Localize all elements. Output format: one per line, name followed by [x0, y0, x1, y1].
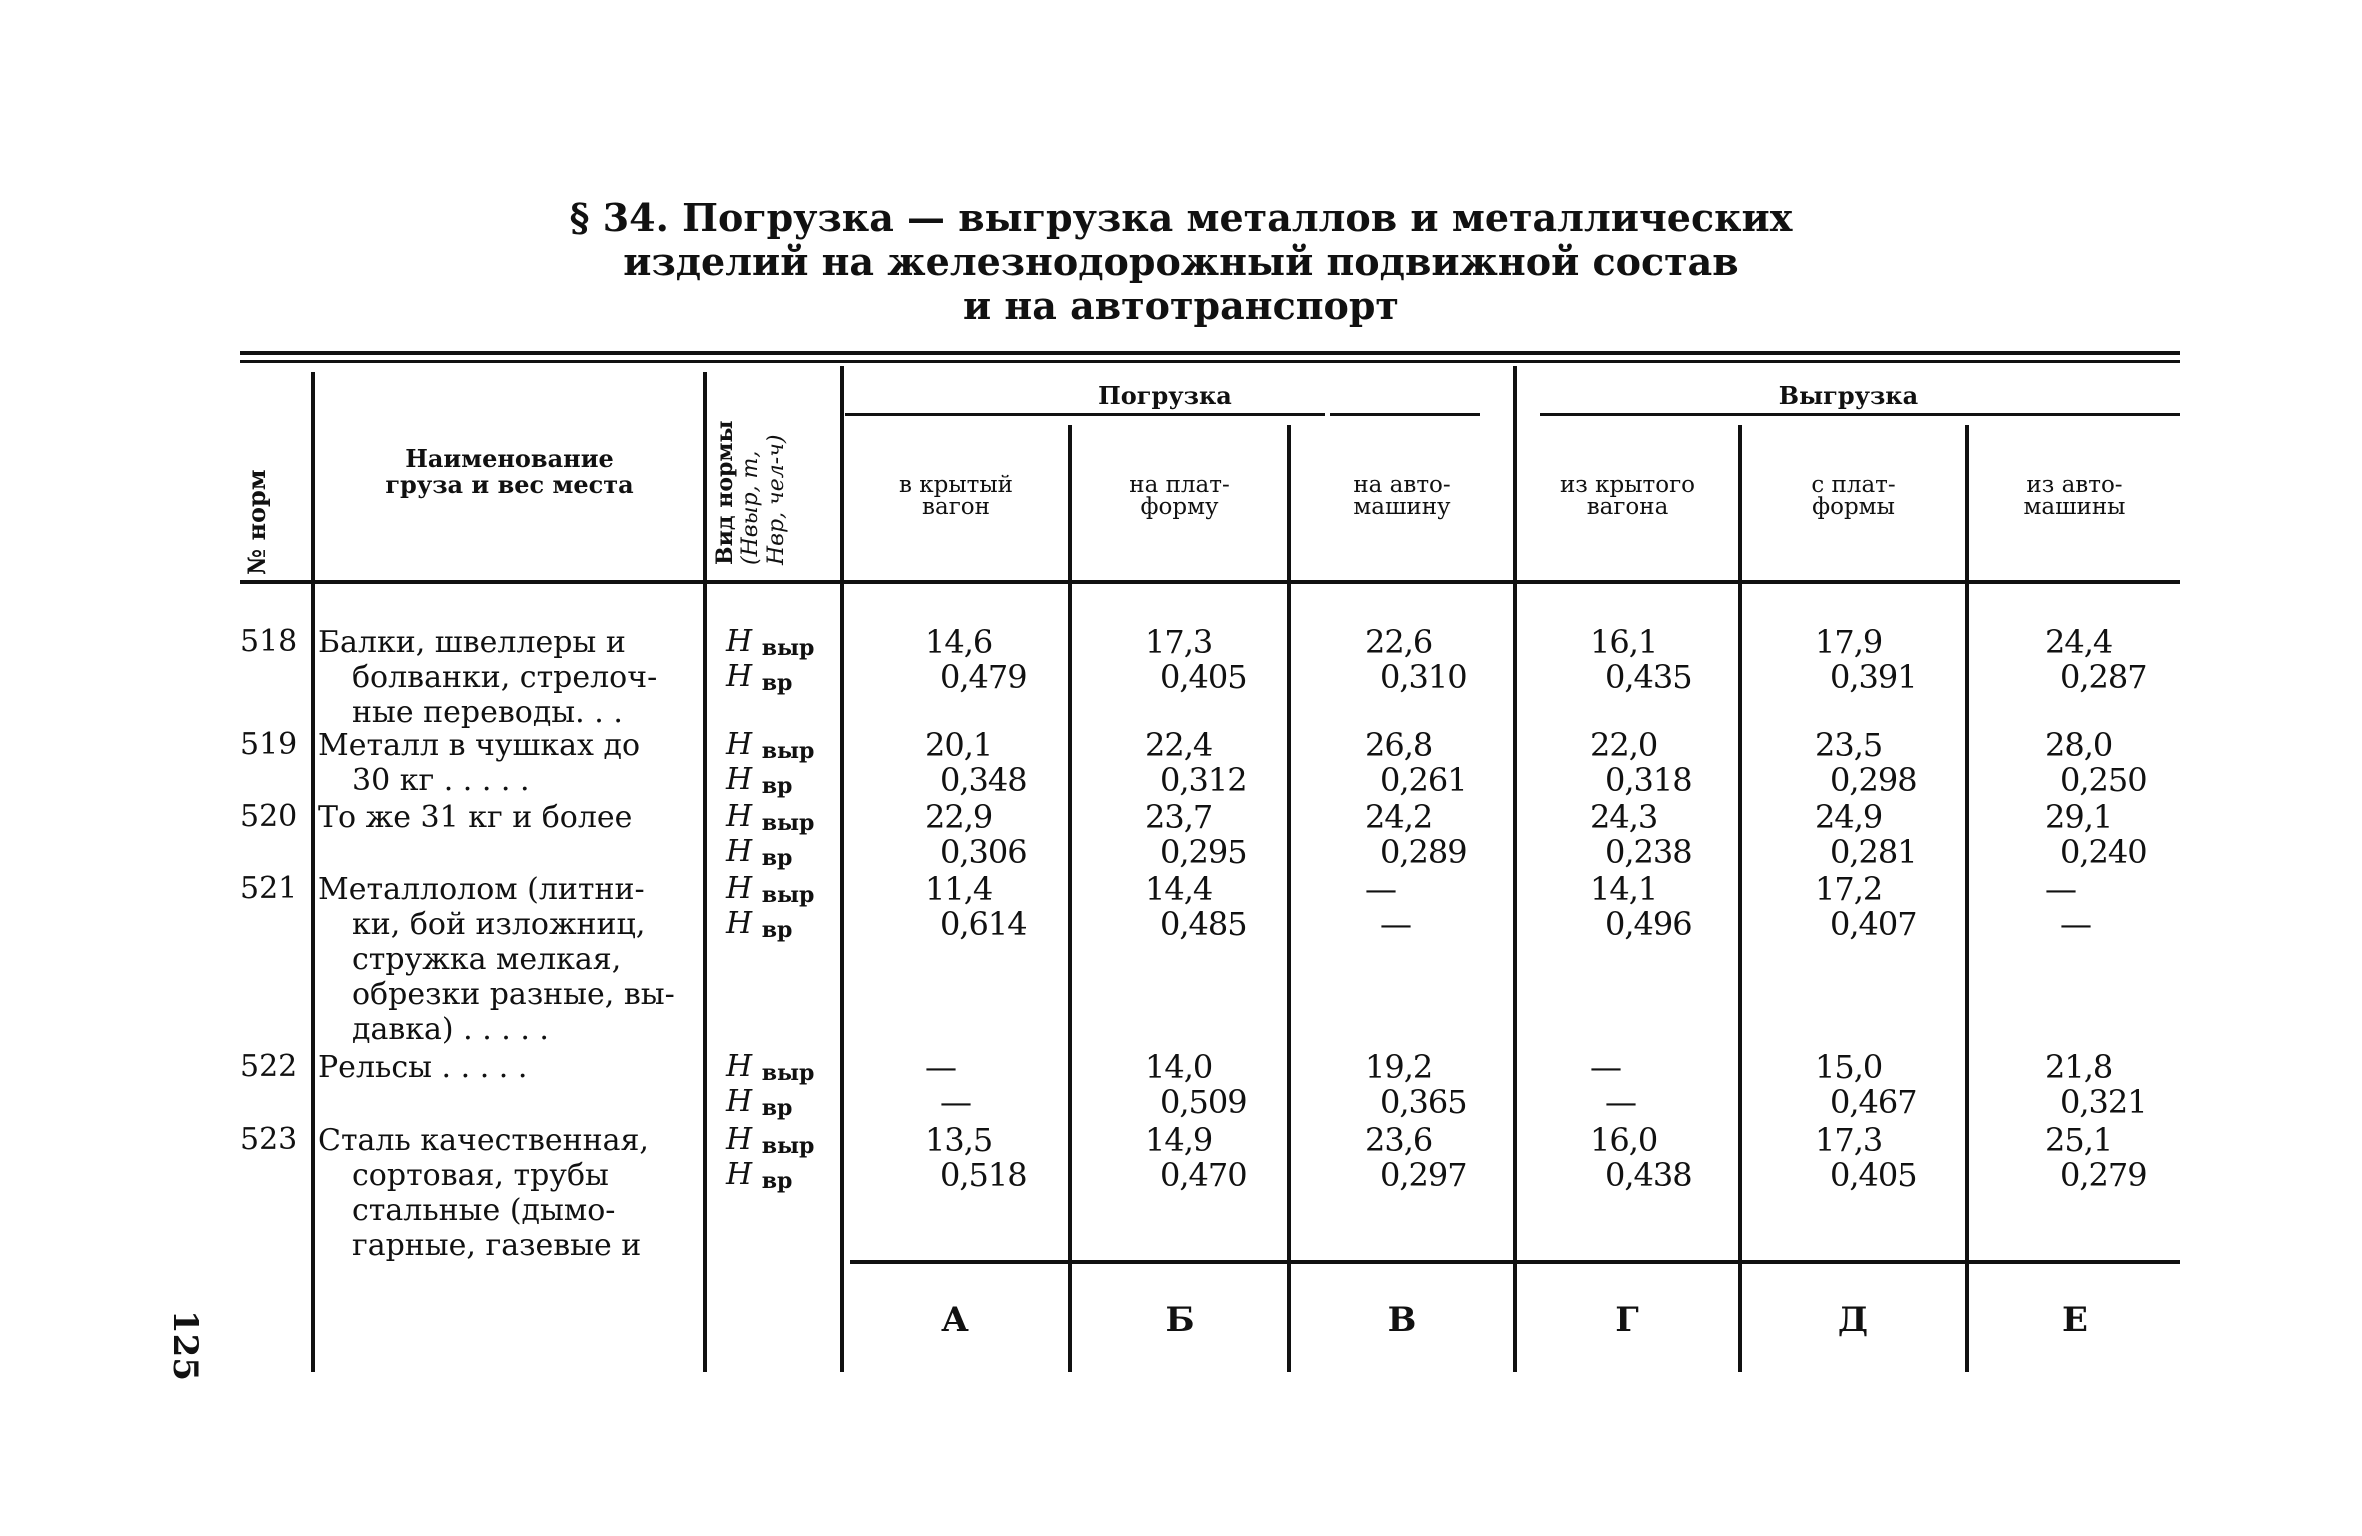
norm-kind-time [726, 835, 792, 875]
norm-kind-symbol: H [726, 727, 753, 762]
cell-e-output: 17,3 [1815, 1121, 1883, 1159]
cell-d-time: 0,438 [1605, 1156, 1692, 1194]
cargo-name-line: стружка мелкая, [352, 942, 622, 977]
cargo-name-line: сортовая, трубы [352, 1158, 609, 1193]
header-kind-col-1: Вид нормы [712, 420, 738, 565]
header-sub-b-1: на плат- [1129, 472, 1230, 498]
header-loading: Погрузка [1098, 381, 1232, 410]
header-kind-col-2: (Hвыр, т, [738, 450, 763, 565]
cell-d-output: 22,0 [1590, 726, 1658, 764]
cell-b-time: 0,485 [1160, 905, 1247, 943]
cargo-name-line: ки, бой изложниц, [352, 907, 646, 942]
col-divider-kind [703, 372, 707, 1372]
cell-b-output: 14,4 [1145, 870, 1213, 908]
norm-kind-subscript: выр [761, 810, 815, 836]
norm-kind-subscript: выр [761, 738, 815, 764]
cell-f-output: — [2045, 870, 2076, 908]
column-letter: Д [1837, 1300, 1869, 1340]
cell-f-time: 0,250 [2060, 761, 2147, 799]
cell-d-output: — [1590, 1048, 1621, 1086]
cell-d-output: 14,1 [1590, 870, 1658, 908]
cell-e-time: 0,407 [1830, 905, 1917, 943]
cargo-name-line: гарные, газевые и [352, 1228, 642, 1263]
cell-a-output: 13,5 [925, 1121, 993, 1159]
top-rule-1 [240, 351, 2180, 355]
norm-kind-time [726, 907, 792, 947]
cargo-name-line: Рельсы . . . . . [318, 1050, 528, 1085]
page-title-line-2: изделий на железнодорожный подвижной состав [623, 239, 1739, 284]
cell-c-output: 23,6 [1365, 1121, 1433, 1159]
cell-c-time: 0,365 [1380, 1083, 1467, 1121]
cell-c-output: 22,6 [1365, 623, 1433, 661]
column-letter: Б [1165, 1300, 1195, 1340]
cell-b-time: 0,509 [1160, 1083, 1247, 1121]
header-sub-d-1: из крытого [1559, 472, 1696, 498]
page-number: 125 [165, 1310, 205, 1381]
cargo-name-line: болванки, стрелоч- [352, 660, 658, 695]
cell-e-output: 24,9 [1815, 798, 1883, 836]
norm-kind-symbol: H [726, 1157, 753, 1192]
cargo-name-line: стальные (дымо- [352, 1193, 616, 1228]
norm-kind-time [726, 1085, 792, 1125]
norm-kind-symbol: H [726, 762, 753, 797]
cell-e-time: 0,281 [1830, 833, 1917, 871]
cell-d-time: 0,435 [1605, 658, 1692, 696]
row-number: 523 [240, 1122, 298, 1157]
column-letter: Е [2062, 1300, 2088, 1340]
header-sub-c-2: машину [1353, 494, 1451, 520]
cell-f-output: 29,1 [2045, 798, 2113, 836]
cell-c-time: 0,261 [1380, 761, 1467, 799]
column-letter: А [941, 1300, 969, 1340]
cell-c-time: 0,289 [1380, 833, 1467, 871]
norm-kind-subscript: вр [761, 1095, 793, 1121]
header-name-col-2: груза и вес места [385, 470, 634, 499]
cell-a-time: — [940, 1083, 971, 1121]
cargo-name-line: ные переводы. . . [352, 695, 623, 730]
cell-c-output: 24,2 [1365, 798, 1433, 836]
cell-b-time: 0,405 [1160, 658, 1247, 696]
row-number: 519 [240, 727, 298, 762]
col-divider-name [311, 372, 315, 1372]
col-divider-e [1738, 425, 1742, 1372]
cell-a-output: 14,6 [925, 623, 993, 661]
cell-b-output: 23,7 [1145, 798, 1213, 836]
norm-kind-subscript: выр [761, 1133, 815, 1159]
header-sub-a-1: в крытый [898, 472, 1014, 498]
header-sub-b-2: форму [1140, 494, 1219, 520]
cell-e-output: 15,0 [1815, 1048, 1883, 1086]
cell-e-output: 23,5 [1815, 726, 1883, 764]
row-number: 521 [240, 871, 298, 906]
header-sub-f-2: машины [2023, 494, 2126, 520]
cell-d-time: — [1605, 1083, 1636, 1121]
col-divider-f [1965, 425, 1969, 1372]
cell-b-output: 14,9 [1145, 1121, 1213, 1159]
header-unloading: Выгрузка [1778, 381, 1919, 410]
header-name-col-1: Наименование [405, 444, 614, 473]
loading-underline [845, 413, 1325, 416]
cell-f-time: 0,240 [2060, 833, 2147, 871]
norm-kind-time [726, 660, 792, 700]
row-number: 522 [240, 1049, 298, 1084]
cell-a-time: 0,518 [940, 1156, 1027, 1194]
page-title-line-3: и на автотранспорт [963, 283, 1399, 328]
cell-f-output: 24,4 [2045, 623, 2113, 661]
cargo-name-line: Металлолом (литни- [318, 872, 645, 907]
header-sub-c-1: на авто- [1353, 472, 1451, 498]
cargo-name-line: 30 кг . . . . . [352, 763, 530, 798]
norm-kind-subscript: выр [761, 635, 815, 661]
cell-d-output: 24,3 [1590, 798, 1658, 836]
norm-kind-symbol: H [726, 1084, 753, 1119]
cell-a-output: 22,9 [925, 798, 993, 836]
cell-f-time: 0,287 [2060, 658, 2147, 696]
norm-kind-symbol: H [726, 624, 753, 659]
unloading-underline [1540, 413, 2180, 416]
norm-kind-subscript: вр [761, 917, 793, 943]
row-number: 518 [240, 624, 298, 659]
col-divider-c [1287, 425, 1291, 1372]
cell-f-time: — [2060, 905, 2091, 943]
top-rule-2 [240, 360, 2180, 363]
norm-kind-subscript: выр [761, 1060, 815, 1086]
header-bottom-rule [240, 580, 2180, 584]
page-title-line-1: § 34. Погрузка — выгрузка металлов и металлических [569, 195, 1793, 240]
cargo-name-line: Балки, швеллеры и [318, 625, 626, 660]
header-sub-a-2: вагон [922, 494, 990, 520]
cell-d-time: 0,238 [1605, 833, 1692, 871]
cargo-name-line: обрезки разные, вы- [352, 977, 675, 1012]
cell-f-output: 21,8 [2045, 1048, 2113, 1086]
cell-d-time: 0,496 [1605, 905, 1692, 943]
cell-e-time: 0,405 [1830, 1156, 1917, 1194]
cell-f-output: 25,1 [2045, 1121, 2113, 1159]
norm-kind-subscript: вр [761, 845, 793, 871]
norm-kind-symbol: H [726, 799, 753, 834]
loading-underline-2 [1330, 413, 1480, 416]
norm-kind-symbol: H [726, 906, 753, 941]
norm-kind-symbol: H [726, 1049, 753, 1084]
cell-a-time: 0,348 [940, 761, 1027, 799]
cell-d-time: 0,318 [1605, 761, 1692, 799]
cell-c-output: 26,8 [1365, 726, 1433, 764]
cell-f-time: 0,279 [2060, 1156, 2147, 1194]
cell-f-time: 0,321 [2060, 1083, 2147, 1121]
cell-b-time: 0,312 [1160, 761, 1247, 799]
norm-kind-subscript: выр [761, 882, 815, 908]
cell-b-time: 0,470 [1160, 1156, 1247, 1194]
cell-e-output: 17,9 [1815, 623, 1883, 661]
cell-d-output: 16,1 [1590, 623, 1658, 661]
cell-c-output: — [1365, 870, 1396, 908]
norm-kind-subscript: вр [761, 773, 793, 799]
header-sub-e-2: формы [1812, 494, 1895, 520]
cell-d-output: 16,0 [1590, 1121, 1658, 1159]
cargo-name-line: Сталь качественная, [318, 1123, 649, 1158]
header-sub-e-1: с плат- [1811, 472, 1896, 498]
cell-f-output: 28,0 [2045, 726, 2113, 764]
cell-c-time: 0,310 [1380, 658, 1467, 696]
cell-c-time: — [1380, 905, 1411, 943]
norm-kind-time [726, 763, 792, 803]
norm-kind-subscript: вр [761, 1168, 793, 1194]
norm-kind-symbol: H [726, 659, 753, 694]
cell-c-output: 19,2 [1365, 1048, 1433, 1086]
cell-a-time: 0,479 [940, 658, 1027, 696]
cell-a-output: — [925, 1048, 956, 1086]
cell-e-time: 0,391 [1830, 658, 1917, 696]
cargo-name-line: Металл в чушках до [318, 728, 641, 763]
column-letter: Г [1615, 1300, 1639, 1340]
row-number: 520 [240, 799, 298, 834]
norm-kind-symbol: H [726, 834, 753, 869]
header-kind-col-3: Hвр, чел-ч) [764, 434, 789, 565]
norm-kind-time [726, 1158, 792, 1198]
header-sub-f-1: из авто- [2026, 472, 2123, 498]
cell-b-output: 14,0 [1145, 1048, 1213, 1086]
cell-a-output: 20,1 [925, 726, 993, 764]
cell-e-time: 0,298 [1830, 761, 1917, 799]
cargo-name-line: давка) . . . . . [352, 1012, 549, 1047]
norm-kind-symbol: H [726, 871, 753, 906]
cell-a-time: 0,614 [940, 905, 1027, 943]
cell-b-time: 0,295 [1160, 833, 1247, 871]
cell-a-output: 11,4 [925, 870, 993, 908]
norm-kind-subscript: вр [761, 670, 793, 696]
cell-b-output: 17,3 [1145, 623, 1213, 661]
header-sub-d-2: вагона [1586, 494, 1669, 520]
cell-e-output: 17,2 [1815, 870, 1883, 908]
cell-e-time: 0,467 [1830, 1083, 1917, 1121]
norm-kind-symbol: H [726, 1122, 753, 1157]
cargo-name-line: То же 31 кг и более [318, 800, 633, 835]
cell-b-output: 22,4 [1145, 726, 1213, 764]
column-letter: В [1387, 1300, 1417, 1340]
header-num-col: № норм [242, 469, 271, 575]
cell-a-time: 0,306 [940, 833, 1027, 871]
col-divider-b [1068, 425, 1072, 1372]
cell-c-time: 0,297 [1380, 1156, 1467, 1194]
